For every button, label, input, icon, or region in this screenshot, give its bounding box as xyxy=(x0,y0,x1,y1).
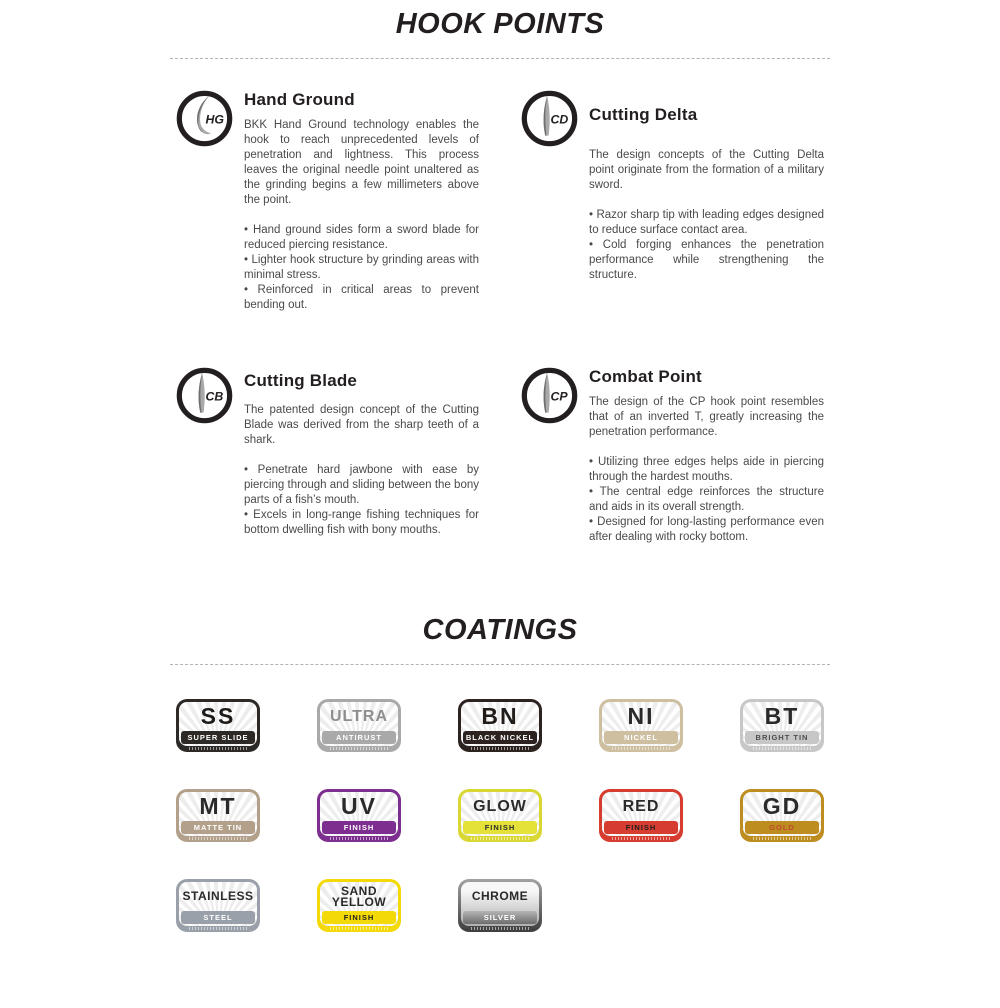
hook-point-intro: The design concepts of the Cutting Delta point originate from the formation of a military sword. xyxy=(589,149,824,191)
hook-point-bullets xyxy=(244,463,479,538)
hook-point-section xyxy=(521,90,824,313)
coating-label: GOLD xyxy=(745,821,819,834)
coating-badge-face xyxy=(461,882,539,926)
coating-badge-face xyxy=(320,882,398,926)
coating-badge xyxy=(317,699,401,752)
hook-point-section xyxy=(176,367,479,545)
coating-label: BLACK NICKEL xyxy=(463,731,537,744)
coating-label: NICKEL xyxy=(604,731,678,744)
hook-point-bullets xyxy=(589,208,824,283)
coatings-title: COATINGS xyxy=(422,614,578,646)
coating-label: FINISH xyxy=(604,821,678,834)
coating-badge xyxy=(599,699,683,752)
dashed-divider-coatings xyxy=(170,664,830,665)
hand-ground-hook-icon xyxy=(176,90,233,147)
coating-label: STEEL xyxy=(181,911,255,924)
coating-badge-hatch xyxy=(753,747,811,750)
coating-badge-hatch xyxy=(471,927,529,930)
bullet-item: • Razor sharp tip with leading edges designed to reduce surface contact area. xyxy=(589,208,824,238)
coating-badge-hatch xyxy=(612,837,670,840)
coating-badge xyxy=(317,789,401,842)
coating-badge-hatch xyxy=(612,747,670,750)
coating-badge xyxy=(458,699,542,752)
hook-point-description xyxy=(589,148,824,313)
dashed-divider-top xyxy=(170,58,830,59)
coating-label: MATTE TIN xyxy=(181,821,255,834)
hook-point-section xyxy=(176,90,479,313)
bullet-item: • Reinforced in critical areas to prevent bending out. xyxy=(244,283,479,313)
hook-point-intro: The patented design concept of the Cutting Blade was derived from the sharp teeth of a shark. xyxy=(244,403,479,446)
svg-text:HG: HG xyxy=(205,112,224,127)
coating-badge-face xyxy=(743,792,821,836)
hook-point-description xyxy=(244,118,479,313)
coating-label: SILVER xyxy=(463,911,537,924)
coating-code: ULTRA xyxy=(329,708,389,726)
hook-point-intro: BKK Hand Ground technology enables the hook to reach unprecedented levels of penetration and lightness. This process leaves the original needle point unaltered as the grinding begins a few millimeters above the point. xyxy=(244,119,479,206)
coating-badge xyxy=(176,879,260,932)
coating-badge-hatch xyxy=(189,747,247,750)
coating-code: BN xyxy=(481,703,519,730)
coating-badge-hatch xyxy=(471,837,529,840)
svg-text:CB: CB xyxy=(205,389,224,404)
hook-point-section xyxy=(521,367,824,545)
coating-badge-face xyxy=(461,792,539,836)
hook-points-sections xyxy=(170,90,830,545)
coating-badge-hatch xyxy=(330,747,388,750)
coating-badge-face xyxy=(320,792,398,836)
hook-point-title: Hand Ground xyxy=(244,90,355,109)
coating-badge xyxy=(317,879,401,932)
coating-badge xyxy=(740,789,824,842)
bullet-item: • Excels in long-range fishing techniques for bottom dwelling fish with bony mouths. xyxy=(244,508,479,538)
bullet-item: • Cold forging enhances the penetration performance while strengthening the structure. xyxy=(589,238,824,283)
coating-label: FINISH xyxy=(463,821,537,834)
bullet-item: • Lighter hook structure by grinding areas with minimal stress. xyxy=(244,253,479,283)
coating-badge-hatch xyxy=(189,927,247,930)
coating-badge-face xyxy=(743,702,821,746)
coating-label: FINISH xyxy=(322,821,396,834)
hook-point-bullets xyxy=(244,223,479,313)
coating-badge xyxy=(176,789,260,842)
hook-point-description xyxy=(244,403,479,546)
brochure-page xyxy=(170,8,830,932)
coating-code: RED xyxy=(622,798,660,816)
coating-badge xyxy=(176,699,260,752)
combat-point-icon xyxy=(521,367,578,424)
coating-code: STAINLESS xyxy=(182,889,254,904)
coating-badge xyxy=(458,879,542,932)
coating-badge xyxy=(458,789,542,842)
coating-code: GD xyxy=(762,793,802,820)
coating-code: UV xyxy=(341,793,377,820)
coating-badge xyxy=(599,789,683,842)
svg-text:CP: CP xyxy=(550,389,568,404)
hook-point-bullets xyxy=(589,455,824,545)
coating-badge-face xyxy=(320,702,398,746)
coating-badge-face xyxy=(602,702,680,746)
coating-code: GLOW xyxy=(473,798,527,816)
bullet-item: • Penetrate hard jawbone with ease by piercing through and sliding between the bony parts of a fish’s mouth. xyxy=(244,463,479,508)
coating-badge-face xyxy=(461,702,539,746)
coating-label: SUPER SLIDE xyxy=(181,731,255,744)
coating-badge-hatch xyxy=(330,837,388,840)
bullet-item: • Utilizing three edges helps aide in piercing through the hardest mouths. xyxy=(589,455,824,485)
coatings-grid xyxy=(170,699,830,932)
cutting-blade-point-icon xyxy=(176,367,233,424)
coating-code: BT xyxy=(764,703,800,730)
coating-code: SAND YELLOW xyxy=(331,883,387,909)
coating-label: BRIGHT TIN xyxy=(745,731,819,744)
hook-point-description xyxy=(589,395,824,545)
hook-point-intro: The design of the CP hook point resembles that of an inverted T, greatly increasing the penetration performance. xyxy=(589,396,824,438)
bullet-item: • Designed for long-lasting performance even after dealing with rocky bottom. xyxy=(589,515,824,545)
coating-code: NI xyxy=(627,703,655,730)
bullet-item: • The central edge reinforces the structure and aids in its overall strength. xyxy=(589,485,824,515)
bullet-item: • Hand ground sides form a sword blade for reduced piercing resistance. xyxy=(244,223,479,253)
svg-text:CD: CD xyxy=(550,112,569,127)
coating-badge-hatch xyxy=(330,927,388,930)
coating-badge-face xyxy=(179,702,257,746)
coating-label: FINISH xyxy=(322,911,396,924)
hook-point-title: Cutting Delta xyxy=(589,105,698,124)
coating-code: MT xyxy=(199,793,237,820)
coating-code: CHROME xyxy=(471,889,529,904)
hook-point-title: Combat Point xyxy=(589,367,702,386)
coating-badge-hatch xyxy=(471,747,529,750)
coating-badge-face xyxy=(179,792,257,836)
hook-point-title: Cutting Blade xyxy=(244,370,358,390)
coating-badge-face xyxy=(179,882,257,926)
coating-code: SS xyxy=(200,703,236,730)
hook-points-title: HOOK POINTS xyxy=(395,8,605,40)
coating-badge-hatch xyxy=(753,837,811,840)
coating-badge-face xyxy=(602,792,680,836)
coating-badge-hatch xyxy=(189,837,247,840)
coating-badge xyxy=(740,699,824,752)
cutting-delta-point-icon xyxy=(521,90,578,147)
coating-label: ANTIRUST xyxy=(322,731,396,744)
